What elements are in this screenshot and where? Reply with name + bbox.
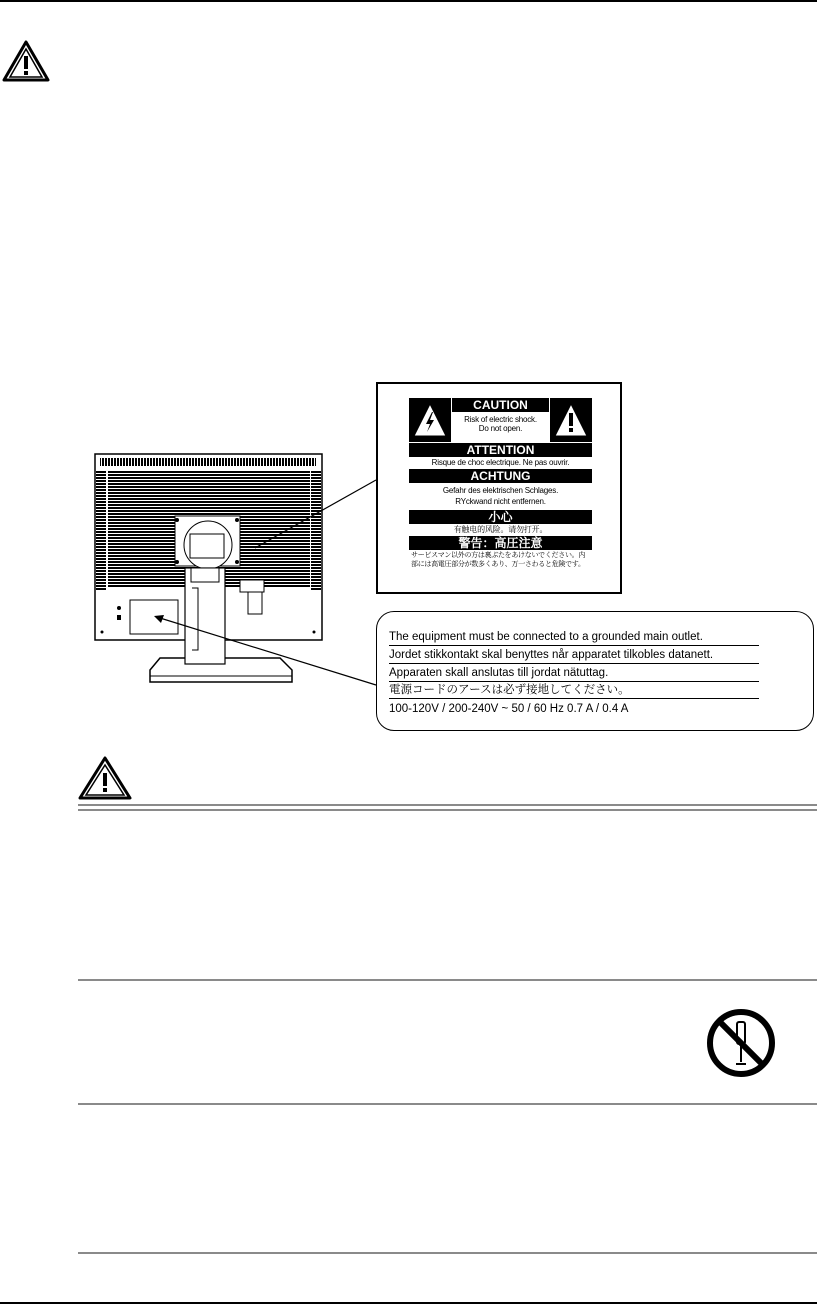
ground-line-jp: 電源コードのアースは必ず接地してください。 xyxy=(389,684,630,696)
caution-fr-text: Risque de choc electrique. Ne pas ouvrir. xyxy=(431,458,570,467)
caution-jp-title: 警告：高圧注意 xyxy=(409,536,592,550)
caution-fr-title: ATTENTION xyxy=(409,443,592,457)
caution-de-line1: Gefahr des elektrischen Schlages. xyxy=(442,486,559,495)
caution-de-line2: RYckwand nicht entfernen. xyxy=(455,497,546,506)
caution-title: CAUTION xyxy=(452,398,549,412)
exclamation-warning-icon xyxy=(550,398,592,442)
power-rating: 100-120V / 200-240V ~ 50 / 60 Hz 0.7 A / 0.4 A xyxy=(389,703,629,715)
ground-divider xyxy=(389,698,759,699)
page-bottom-rule xyxy=(0,1302,817,1304)
caution-zh-text: 有触电的风险。请勿打开。 xyxy=(453,525,548,534)
section-divider xyxy=(78,804,817,811)
ground-divider xyxy=(389,645,759,646)
ground-divider xyxy=(389,681,759,682)
warning-icon xyxy=(78,756,132,800)
no-disassembly-icon xyxy=(702,1008,780,1078)
ground-line-no: Jordet stikkontakt skal benyttes når apparatet tilkobles datanett. xyxy=(389,649,714,661)
caution-de-title: ACHTUNG xyxy=(409,469,592,483)
ground-line-sv: Apparaten skall anslutas till jordat nätuttag. xyxy=(389,667,609,679)
section-divider xyxy=(78,1252,817,1254)
caution-en-line2: Do not open. xyxy=(478,424,523,433)
caution-zh-title: 小心 xyxy=(409,510,592,524)
grounding-label xyxy=(376,611,814,731)
section-divider xyxy=(78,1103,817,1105)
section-divider xyxy=(78,979,817,981)
caution-jp-text: サービスマン以外の方は裏ぶたをあけないでください。内部には高電圧部分が数多くあり、万一さわると危険です。 xyxy=(411,552,586,568)
caution-label xyxy=(376,382,622,594)
ground-line-en: The equipment must be connected to a grounded main outlet. xyxy=(389,631,703,643)
ground-divider xyxy=(389,663,759,664)
lightning-warning-icon xyxy=(409,398,451,442)
caution-en-line1: Risk of electric shock. xyxy=(464,415,537,424)
